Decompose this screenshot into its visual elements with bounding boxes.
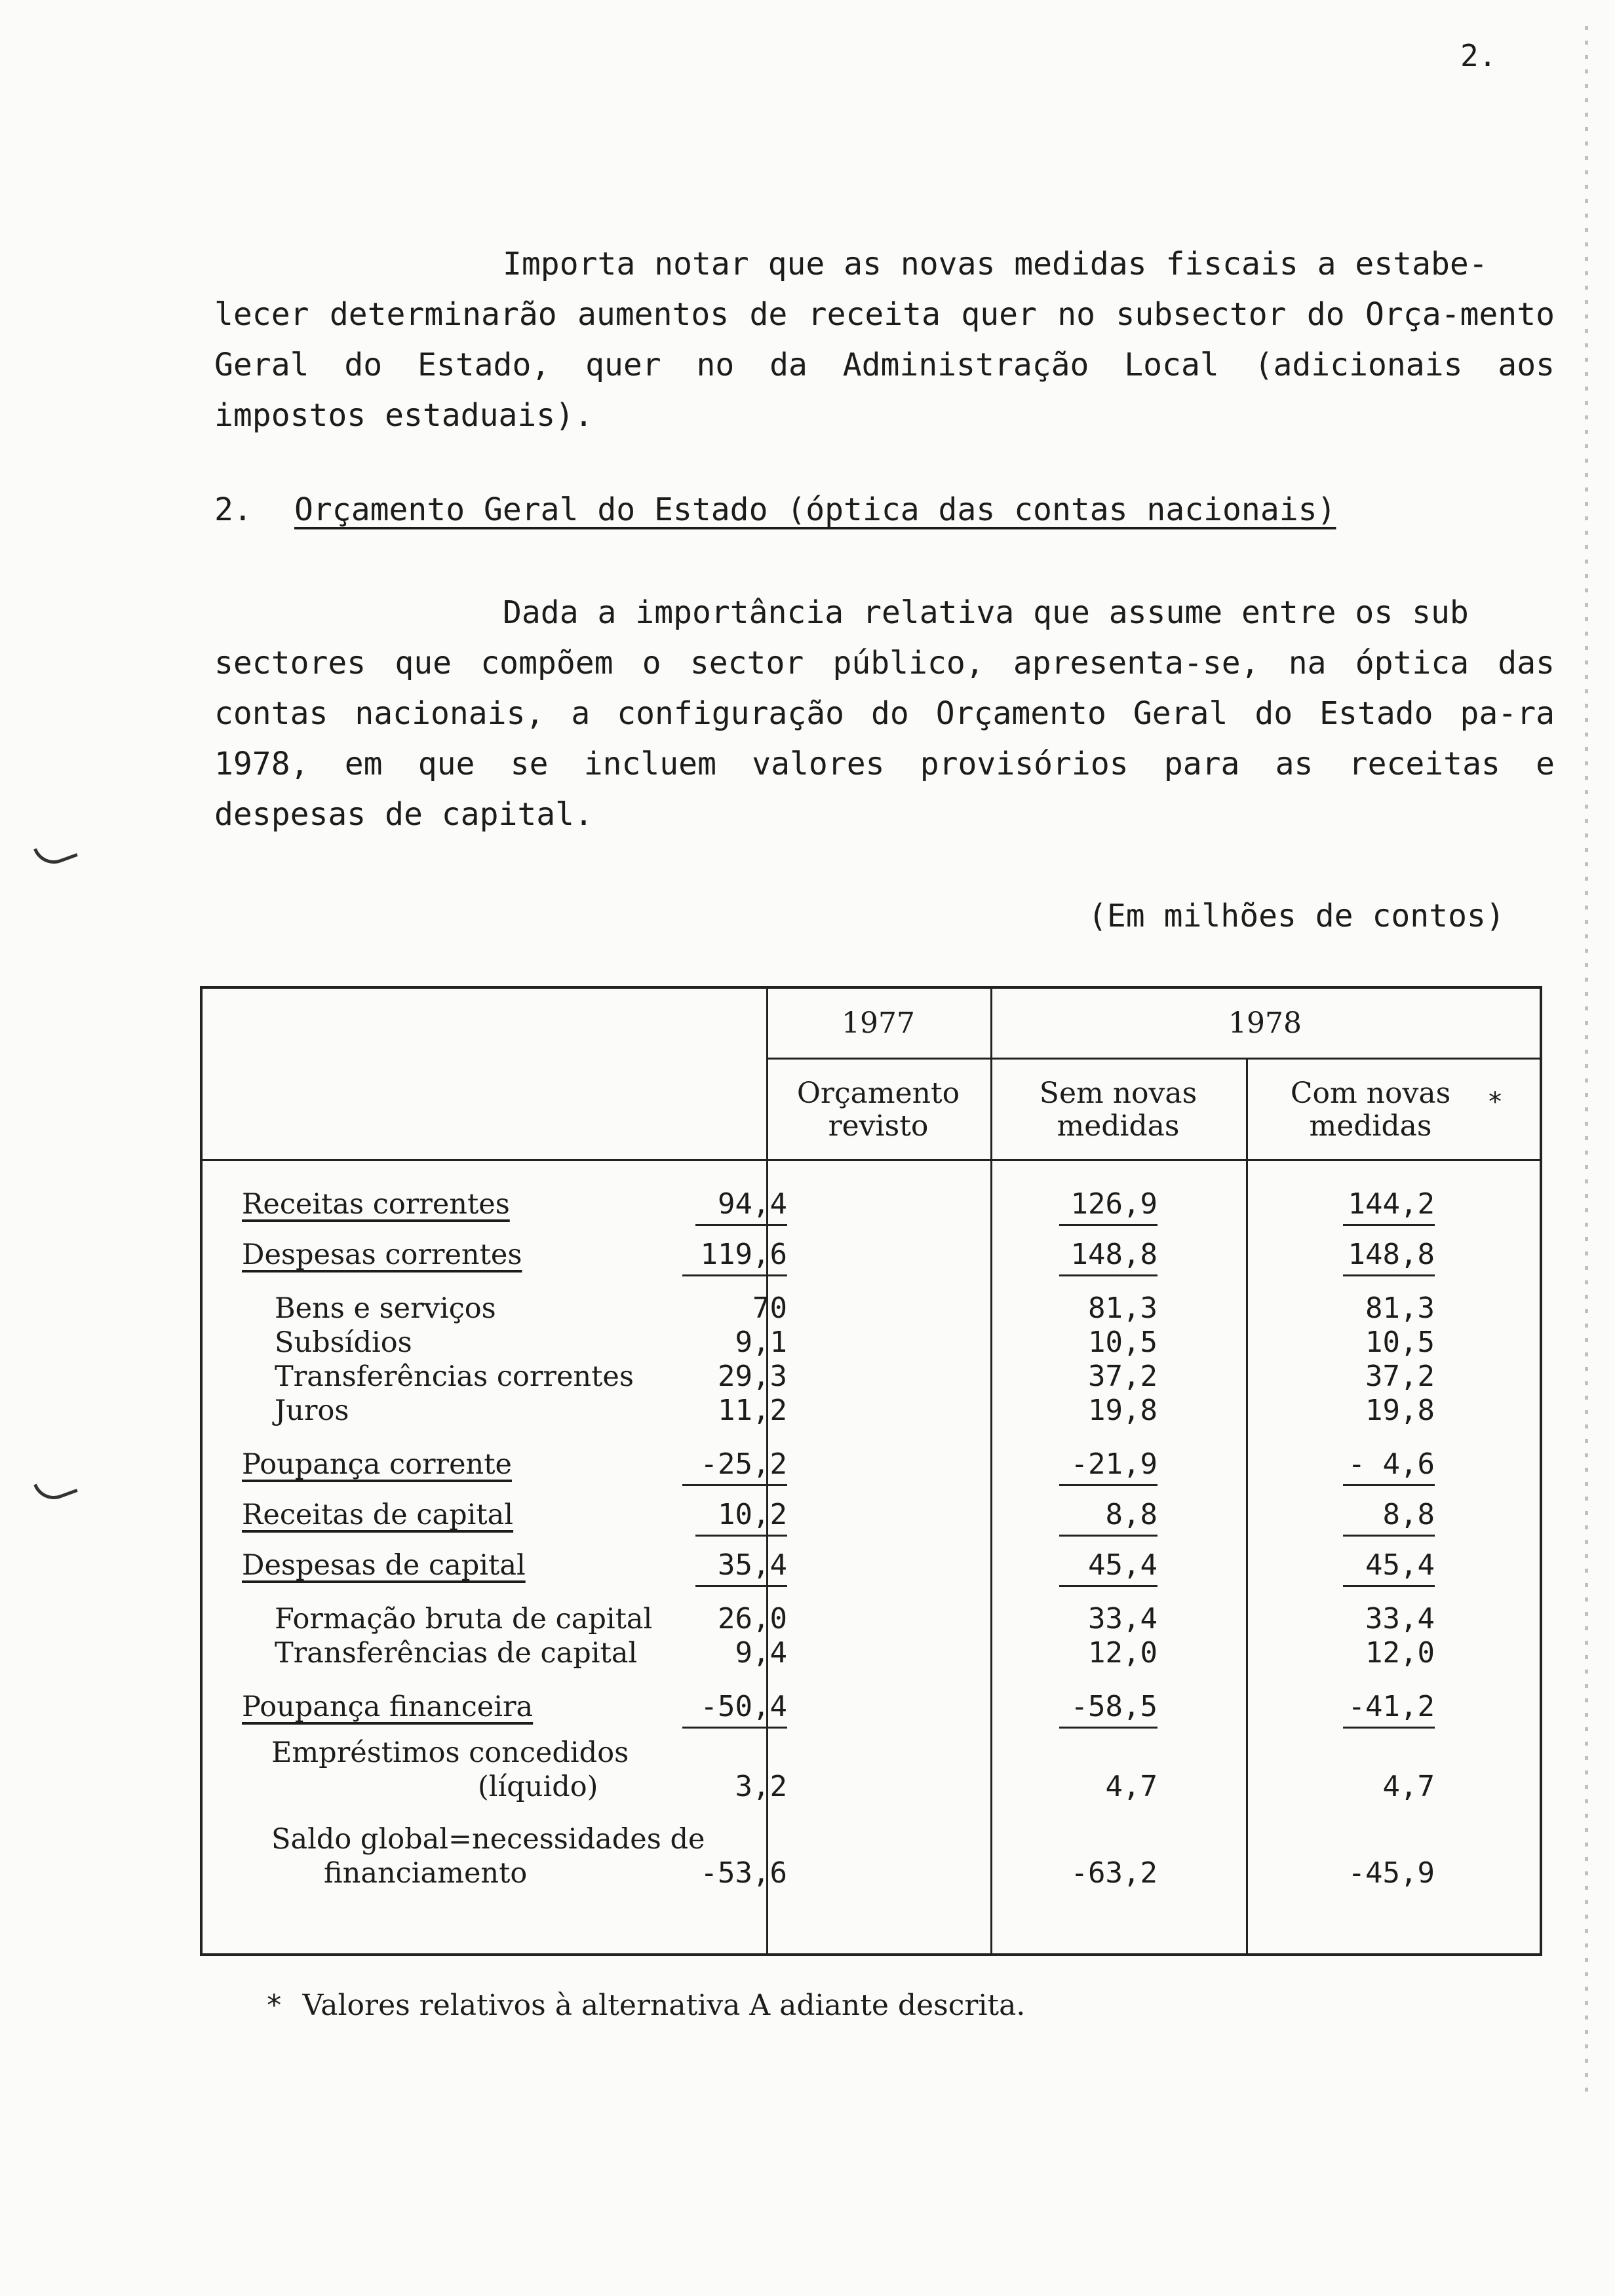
value-1977: 11,2: [718, 1394, 787, 1427]
value-1978-sem: 81,3: [1088, 1292, 1158, 1325]
scan-edge-noise: [1585, 26, 1588, 2097]
paragraph-first-line: Dada a importância relativa que assume entre os sub: [503, 594, 1469, 631]
header-divider: [766, 1058, 1540, 1060]
value-1978-com: 45,4: [1343, 1548, 1435, 1587]
value-1977: 70: [752, 1292, 787, 1325]
value-1978-com: 144,2: [1343, 1187, 1435, 1226]
asterisk-mark: *: [1487, 1087, 1504, 1117]
row-label-financiamento: financiamento: [324, 1857, 528, 1890]
value-1978-sem: 4,7: [1105, 1770, 1158, 1803]
value-1978-com: - 4,6: [1343, 1447, 1435, 1486]
header-line: Com novas: [1290, 1077, 1451, 1110]
value-1978-sem: -21,9: [1059, 1447, 1158, 1486]
section-title: Orçamento Geral do Estado (óptica das contas nacionais): [294, 491, 1336, 528]
value-1977: 94,4: [695, 1187, 787, 1226]
value-1978-com: 19,8: [1365, 1394, 1435, 1427]
row-label-subsidios: Subsídios: [275, 1326, 412, 1359]
value-1978-sem: 19,8: [1088, 1394, 1158, 1427]
value-1978-sem: 8,8: [1059, 1498, 1158, 1537]
value-1978-com: 81,3: [1365, 1292, 1435, 1325]
value-1978-sem: 45,4: [1059, 1548, 1158, 1587]
row-label-formacao-bruta-capital: Formação bruta de capital: [275, 1603, 653, 1636]
value-1978-sem: -63,2: [1070, 1856, 1158, 1890]
header-line: revisto: [828, 1109, 929, 1143]
value-1978-com: 4,7: [1382, 1770, 1435, 1803]
col-sem-novas-medidas-header: [990, 1077, 1246, 1143]
footnote-text: Valores relativos à alternativa A adiante descrita.: [302, 1989, 1026, 2022]
row-label-receitas-correntes: Receitas correntes: [242, 1188, 510, 1221]
value-1977: 119,6: [682, 1238, 787, 1276]
row-label-juros: Juros: [275, 1394, 349, 1427]
value-1978-com: 10,5: [1365, 1326, 1435, 1359]
value-1977: 3,2: [735, 1770, 787, 1803]
column-divider: [1246, 1058, 1248, 1953]
value-1978-com: -45,9: [1348, 1856, 1435, 1890]
row-label-transferencias-capital: Transferências de capital: [275, 1637, 638, 1670]
value-1978-com: 148,8: [1343, 1238, 1435, 1276]
value-1977: -25,2: [682, 1447, 787, 1486]
section-heading: [214, 491, 1336, 528]
col-com-novas-medidas-header: [1246, 1077, 1495, 1143]
value-1977: 29,3: [718, 1360, 787, 1393]
row-label-poupanca-financeira: Poupança financeira: [242, 1691, 534, 1723]
value-1977: 10,2: [695, 1498, 787, 1537]
value-1978-com: -41,2: [1343, 1690, 1435, 1729]
row-label-receitas-capital: Receitas de capital: [242, 1499, 514, 1531]
paragraph-first-line: Importa notar que as novas medidas fiscais a estabe-: [503, 246, 1488, 282]
punch-hole-mark: [33, 1472, 78, 1506]
year-1978-header: 1978: [1228, 1006, 1302, 1040]
row-label-bens-servicos: Bens e serviços: [275, 1292, 496, 1325]
row-label-despesas-capital: Despesas de capital: [242, 1549, 526, 1582]
value-1978-sem: 126,9: [1059, 1187, 1158, 1226]
punch-hole-mark: [33, 836, 78, 870]
value-1977: 9,4: [735, 1636, 787, 1670]
paragraph-fiscal-measures: [214, 239, 1555, 441]
value-1978-com: 12,0: [1365, 1636, 1435, 1670]
paragraph-budget-intro: [214, 588, 1555, 840]
section-number: 2.: [214, 491, 252, 528]
value-1978-sem: 10,5: [1088, 1326, 1158, 1359]
budget-table: [200, 986, 1542, 1956]
value-1977: 26,0: [718, 1602, 787, 1636]
value-1978-sem: 33,4: [1088, 1602, 1158, 1636]
value-1977: -50,4: [682, 1690, 787, 1729]
header-line: medidas: [1309, 1109, 1432, 1143]
header-bottom-rule: [203, 1159, 1540, 1161]
value-1977: 35,4: [695, 1548, 787, 1587]
paragraph-body: lecer determinarão aumentos de receita quer no subsector do Orça-mento Geral do Estado, quer no da Administração Local (adicionais aos impostos estaduais).: [214, 296, 1555, 434]
footnote-mark: *: [265, 1989, 283, 2022]
row-label-transferencias-correntes: Transferências correntes: [275, 1360, 634, 1393]
value-1978-com: 33,4: [1365, 1602, 1435, 1636]
row-label-emprestimos-concedidos: Empréstimos concedidos: [271, 1736, 629, 1769]
year-1977-header: 1977: [842, 1006, 915, 1040]
value-1978-sem: -58,5: [1059, 1690, 1158, 1729]
header-line: medidas: [1057, 1109, 1180, 1143]
value-1977: 9,1: [735, 1326, 787, 1359]
value-1978-com: 37,2: [1365, 1360, 1435, 1393]
header-line: Orçamento: [796, 1077, 960, 1110]
row-label-saldo-global: Saldo global=necessidades de: [271, 1823, 705, 1856]
page-number: 2.: [1460, 38, 1497, 73]
paragraph-body: sectores que compõem o sector público, apresenta-se, na óptica das contas nacionais, a configuração do Orçamento Geral do Estado pa-ra 1978, em que se incluem valores provisórios para as receitas e despesas de capital.: [214, 645, 1555, 833]
row-label-poupanca-corrente: Poupança corrente: [242, 1448, 512, 1481]
row-label-emprestimos-liquido: (líquido): [478, 1770, 598, 1803]
value-1977: -53,6: [700, 1856, 787, 1890]
col-orcamento-revisto-header: [766, 1077, 990, 1143]
value-1978-sem: 12,0: [1088, 1636, 1158, 1670]
value-1978-sem: 37,2: [1088, 1360, 1158, 1393]
value-1978-sem: 148,8: [1059, 1238, 1158, 1276]
unit-note: (Em milhões de contos): [1088, 898, 1505, 934]
header-line: Sem novas: [1039, 1077, 1197, 1110]
row-label-despesas-correntes: Despesas correntes: [242, 1238, 522, 1271]
value-1978-com: 8,8: [1343, 1498, 1435, 1537]
footnote: [265, 1989, 1025, 2022]
